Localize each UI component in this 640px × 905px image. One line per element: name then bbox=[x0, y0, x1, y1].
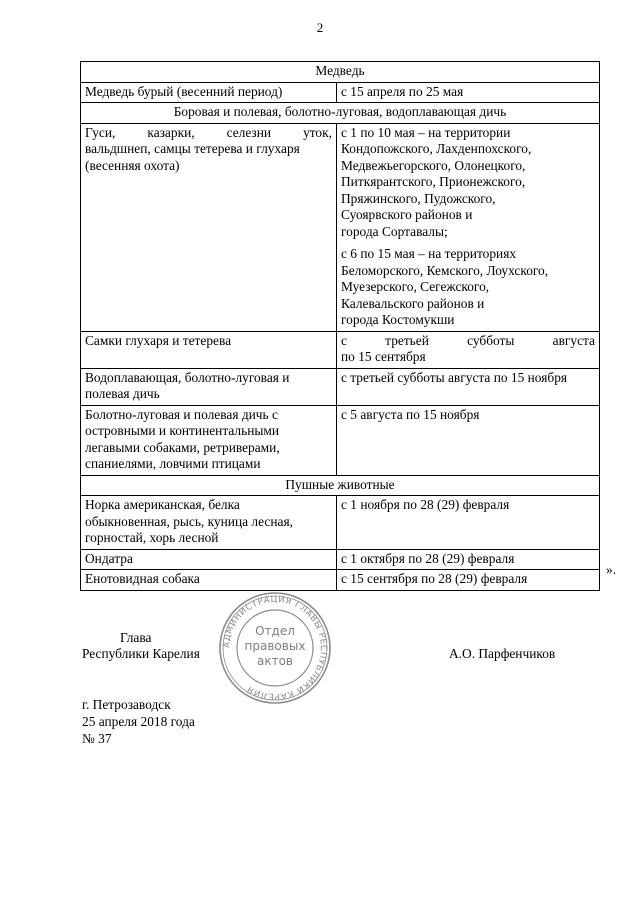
species-cell bbox=[81, 123, 337, 331]
species-cell bbox=[81, 405, 337, 475]
signature-name: А.О. Парфенчиков bbox=[449, 646, 556, 661]
period-line: Питкярантского, Прионежского, bbox=[341, 174, 526, 189]
species-line: островными и континентальными bbox=[85, 423, 280, 438]
species-cell: Енотовидная собака bbox=[81, 570, 337, 591]
period-cell: с 5 августа по 15 ноября bbox=[337, 405, 600, 475]
footer-city: г. Петрозаводск bbox=[82, 697, 171, 712]
period-line: Калевальского районов и bbox=[341, 295, 485, 311]
section-bear: Медведь bbox=[81, 62, 600, 83]
species-cell: Ондатра bbox=[81, 549, 337, 570]
species-line: спаниелями, ловчими птицами bbox=[85, 456, 261, 471]
species-line: полевая дичь bbox=[85, 386, 160, 401]
period-cell bbox=[337, 123, 600, 331]
species-line: Гуси, казарки, селезни уток, bbox=[85, 124, 332, 140]
table-row bbox=[81, 549, 600, 570]
period-line: Беломорского, Кемского, Лоухского, bbox=[341, 262, 549, 278]
species-line: вальдшнеп, самцы тетерева и глухаря bbox=[85, 141, 300, 156]
period-line: Кондопожского, Лахденпохского, bbox=[341, 141, 532, 156]
footer-number: № 37 bbox=[82, 731, 112, 746]
species-line: (весенняя охота) bbox=[85, 157, 180, 173]
official-stamp bbox=[217, 590, 333, 706]
period-line: с 1 по 10 мая – на территории bbox=[341, 124, 511, 140]
period-cell: с 1 ноября по 28 (29) февраля bbox=[337, 496, 600, 550]
species-cell bbox=[81, 496, 337, 550]
stamp-text-line: Отдел bbox=[255, 624, 295, 638]
species-line: Норка американская, белка bbox=[85, 497, 240, 512]
species-line: обыкновенная, рысь, куница лесная, bbox=[85, 513, 293, 529]
section-birds: Боровая и полевая, болотно-луговая, водоплавающая дичь bbox=[81, 103, 600, 124]
signature-title-line2: Республики Карелия bbox=[82, 646, 200, 661]
table-row bbox=[81, 368, 600, 405]
period-cell: с 1 октября по 28 (29) февраля bbox=[337, 549, 600, 570]
species-cell: Самки глухаря и тетерева bbox=[81, 331, 337, 368]
page-number: 2 bbox=[316, 20, 324, 35]
period-line: Суоярвского районов и bbox=[341, 207, 473, 222]
species-cell: Медведь бурый (весенний период) bbox=[81, 82, 337, 103]
period-line: города Костомукши bbox=[341, 312, 455, 327]
period-line: с третьей субботы августа bbox=[341, 332, 595, 348]
hunting-season-table bbox=[80, 61, 600, 591]
period-line: по 15 сентября bbox=[341, 349, 426, 364]
stamp-text-line: актов bbox=[256, 654, 294, 668]
table-row bbox=[81, 331, 600, 368]
footer-date: 25 апреля 2018 года bbox=[82, 714, 195, 729]
species-line: легавыми собаками, ретриверами, bbox=[85, 439, 280, 455]
period-cell: с третьей субботы августа по 15 ноября bbox=[337, 368, 600, 405]
period-cell: с 15 сентября по 28 (29) февраля bbox=[337, 570, 600, 591]
table-row bbox=[81, 496, 600, 550]
period-cell bbox=[337, 331, 600, 368]
signature-title-line1: Глава bbox=[120, 630, 152, 645]
stamp-text-line: правовых bbox=[244, 639, 306, 653]
table-row bbox=[81, 123, 600, 331]
period-line: Пряжинского, Пудожского, bbox=[341, 190, 496, 206]
table-row bbox=[81, 82, 600, 103]
species-line: горностай, хорь лесной bbox=[85, 530, 219, 545]
species-line: Болотно-луговая и полевая дичь с bbox=[85, 406, 278, 422]
table-row bbox=[81, 405, 600, 475]
species-line: Водоплавающая, болотно-луговая и bbox=[85, 369, 290, 385]
period-cell: с 15 апреля по 25 мая bbox=[337, 82, 600, 103]
section-fur: Пушные животные bbox=[81, 475, 600, 496]
closing-quote: ». bbox=[606, 562, 617, 577]
species-cell bbox=[81, 368, 337, 405]
period-line: города Сортавалы; bbox=[341, 223, 448, 239]
period-line: Медвежьегорского, Олонецкого, bbox=[341, 157, 526, 173]
table-row bbox=[81, 570, 600, 591]
period-line: с 6 по 15 мая – на территориях bbox=[341, 246, 517, 261]
period-line: Муезерского, Сегежского, bbox=[341, 279, 490, 294]
stamp-ring-text: АДМИНИСТРАЦИЯ ГЛАВЫ РЕСПУБЛИКИ КАРЕЛИЯ bbox=[221, 594, 329, 702]
